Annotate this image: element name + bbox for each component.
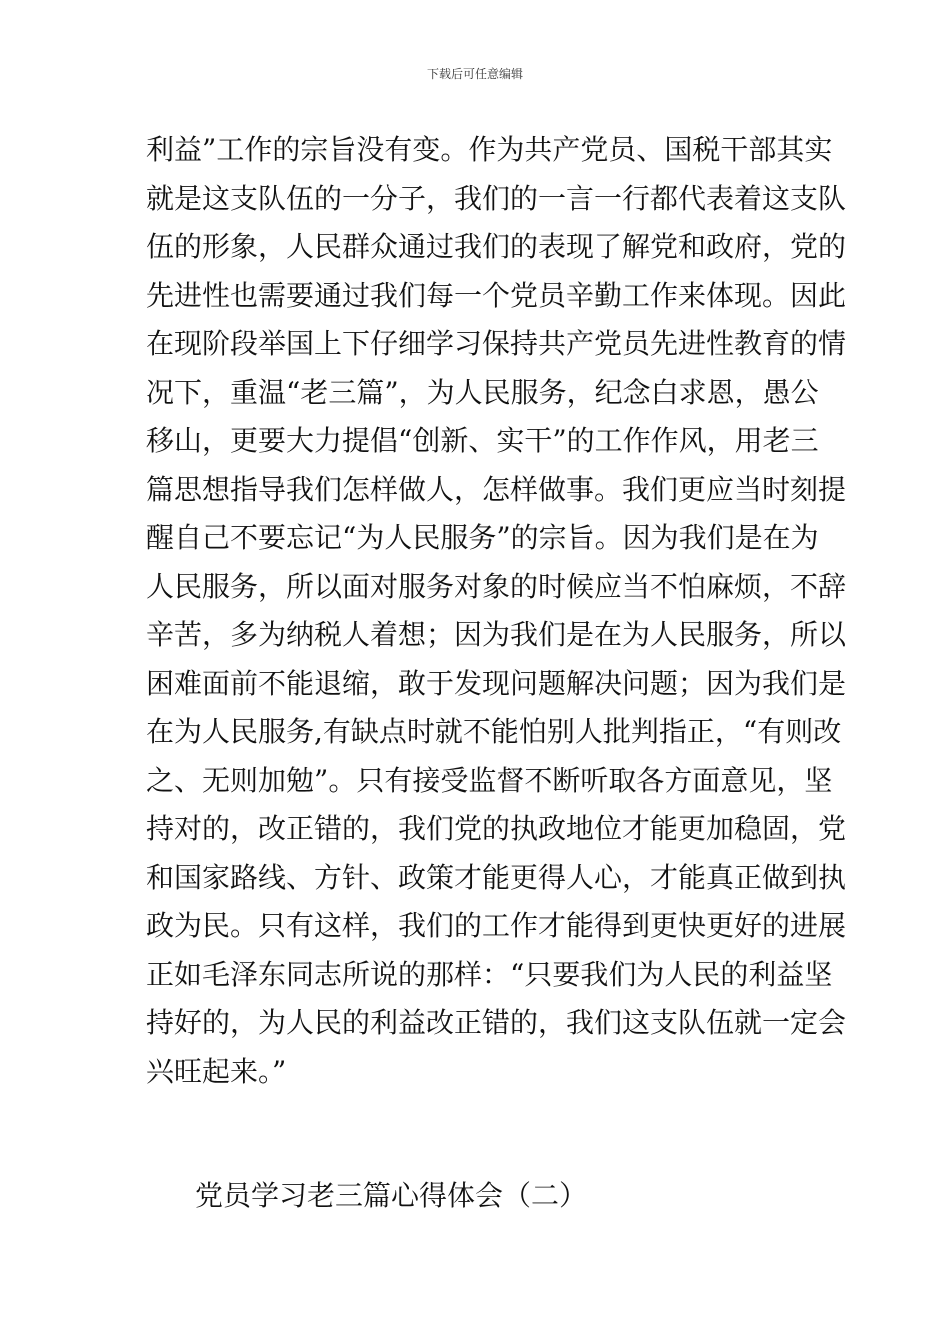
paragraph-line: 困难面前不能退缩，敢于发现问题解决问题；因为我们是 xyxy=(146,666,847,700)
paragraph-line: 辛苦，多为纳税人着想；因为我们是在为人民服务，所以 xyxy=(146,618,847,651)
paragraph-line: 况下，重温“老三篇”，为人民服务，纪念白求恩，愚公 xyxy=(146,375,819,409)
paragraph-line: 醒自己不要忘记“为人民服务”的宗旨。因为我们是在为 xyxy=(146,521,819,554)
paragraph-line: 兴旺起来。” xyxy=(146,1054,287,1088)
paragraph-line: 先进性也需要通过我们每一个党员辛勤工作来体现。因此 xyxy=(146,278,847,312)
paragraph-line: 之、无则加勉”。只有接受监督不断听取各方面意见，坚 xyxy=(146,763,833,797)
paragraph-line: 人民服务，所以面对服务对象的时候应当不怕麻烦，不辞 xyxy=(146,569,847,603)
page-header: 下载后可任意编辑 xyxy=(426,67,523,81)
section-title: 党员学习老三篇心得体会（二） xyxy=(195,1179,588,1212)
paragraph-line: 持对的，改正错的，我们党的执政地位才能更加稳固，党 xyxy=(146,812,847,845)
paragraph-line: 正如毛泽东同志所说的那样：“只要我们为人民的利益坚 xyxy=(146,957,833,991)
paragraph-line: 在为人民服务,有缺点时就不能怕别人批判指正，“有则改 xyxy=(146,715,842,748)
paragraph-line: 移山，更要大力提倡“创新、实干”的工作作风，用老三 xyxy=(146,424,819,457)
paragraph-line: 和国家路线、方针、政策才能更得人心，才能真正做到执 xyxy=(146,860,847,894)
paragraph-line: 持好的，为人民的利益改正错的，我们这支队伍就一定会 xyxy=(146,1006,847,1039)
paragraph-line: 篇思想指导我们怎样做人，怎样做事。我们更应当时刻提 xyxy=(146,472,847,506)
paragraph-line: 就是这支队伍的一分子，我们的一言一行都代表着这支队 xyxy=(146,181,847,215)
paragraph-line: 利益”工作的宗旨没有变。作为共产党员、国税干部其实 xyxy=(146,133,833,166)
paragraph-line: 在现阶段举国上下仔细学习保持共产党员先进性教育的情 xyxy=(146,327,847,360)
paragraph-line: 伍的形象，人民群众通过我们的表现了解党和政府，党的 xyxy=(146,230,847,263)
paragraph-line: 政为民。只有这样，我们的工作才能得到更快更好的进展 xyxy=(146,909,847,942)
body-paragraph xyxy=(146,126,847,1096)
